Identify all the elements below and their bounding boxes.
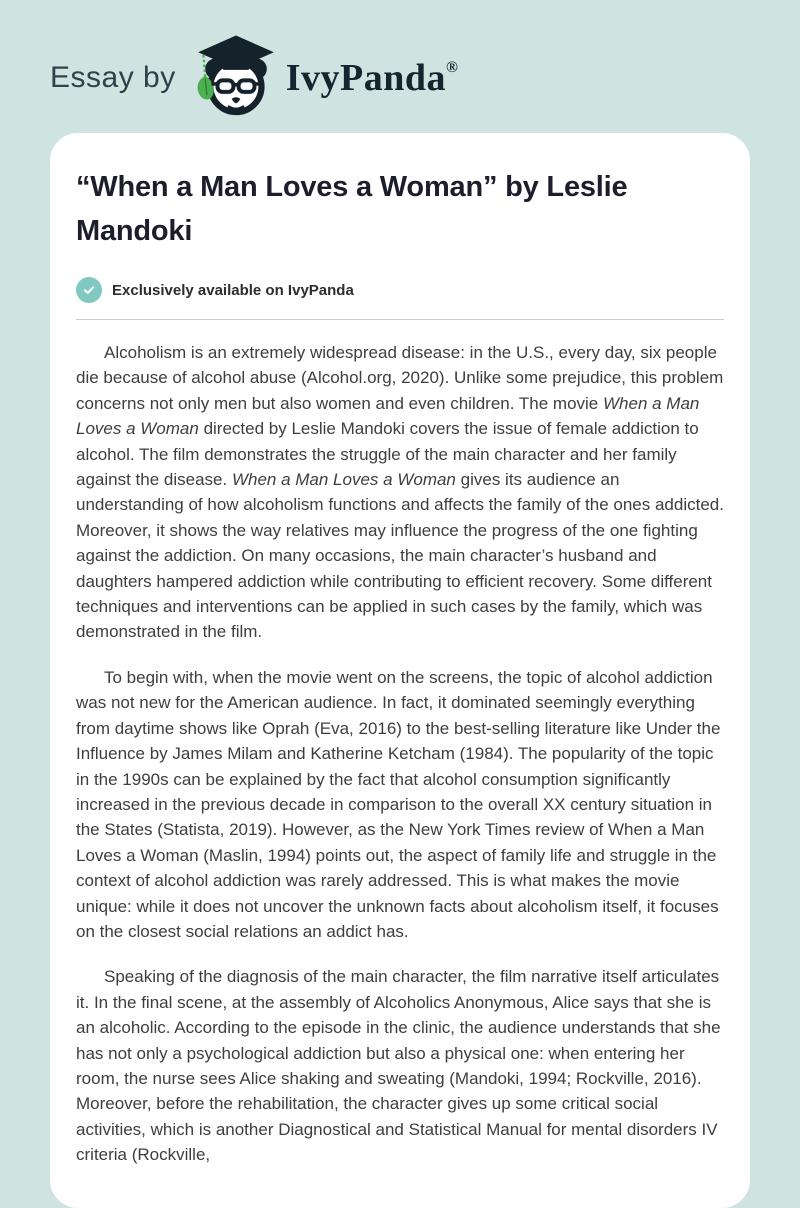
panda-graduate-icon: [192, 32, 280, 120]
paragraph-text: gives its audience an understanding of how alcoholism functions and affects the family of the ones addicted. Moreover, it shows the way relatives may influence the progress of the one fighting against the addiction. On many occasions, the main character’s husband and daughters hampered addiction while contributing to efficient recovery. Some different techniques and interventions can be applied in such cases by the family, which was demonstrated in the film.: [76, 470, 724, 642]
paragraph-text: Speaking of the diagnosis of the main character, the film narrative itself articulates it. In the final scene, at the assembly of Alcoholics Anonymous, Alice says that she is an alcoholic. According to the episode in the clinic, the audience understands that she has not only a psychological addiction but also a physical one: when entering her room, the nurse sees Alice shaking and sweating (Mandoki, 1994; Rockville, 2016). Moreover, before the rehabilitation, the character gives up some critical social activities, which is another Diagnostical and Statistical Manual for mental disorders IV criteria (Rockville,: [76, 967, 721, 1165]
registered-mark-icon: ®: [446, 59, 459, 76]
movie-title-italic: When a Man Loves a Woman: [231, 470, 456, 490]
paragraph-text: Alcoholism is an extremely widespread disease: in the U.S., every day, six people die because of alcohol abuse (Alcohol.org, 2020). Unlike some prejudice, this problem concerns not only men but also women and even children. The movie: [76, 343, 724, 413]
site-header: [0, 0, 800, 128]
exclusive-badge-label: Exclusively available on IvyPanda: [112, 281, 354, 299]
essay-title: “When a Man Loves a Woman” by Leslie Mandoki: [76, 171, 628, 247]
divider: [76, 319, 724, 320]
ivypanda-logo[interactable]: [192, 36, 459, 120]
brand-name: [286, 56, 459, 100]
check-icon: [76, 277, 102, 303]
essay-paragraph: [76, 964, 724, 1167]
essay-paragraph: [76, 340, 724, 645]
exclusive-badge: [76, 277, 724, 303]
essay-by-label: Essay by: [50, 61, 176, 94]
essay-card: [50, 133, 750, 1208]
brand-text: IvyPanda: [285, 57, 446, 99]
movie-title-italic: When a Man Loves a Woman: [76, 393, 700, 439]
paragraph-text: To begin with, when the movie went on the screens, the topic of alcohol addiction was not new for the American audience. In fact, it dominated seemingly everything from daytime shows like Oprah (Eva, 2016) to the best-selling literature like Under the Influence by James Milam and Katherine Ketcham (1984). The popularity of the topic in the 1990s can be explained by the fact that alcohol consumption significantly increased in the previous decade in comparison to the overall XX century situation in the States (Statista, 2019). However, as the New York Times review of When a Man Loves a Woman (Maslin, 1994) points out, the aspect of family life and struggle in the context of alcohol addiction was rarely addressed. This is what makes the movie unique: while it does not uncover the unknown facts about alcoholism itself, it focuses on the closest social relations an addict has.: [76, 667, 721, 941]
paragraph-text: directed by Leslie Mandoki covers the issue of female addiction to alcohol. The film demonstrates the struggle of the main character and her family against the disease.: [76, 419, 699, 490]
essay-paragraph: [76, 665, 724, 944]
essay-body: [76, 340, 724, 1168]
